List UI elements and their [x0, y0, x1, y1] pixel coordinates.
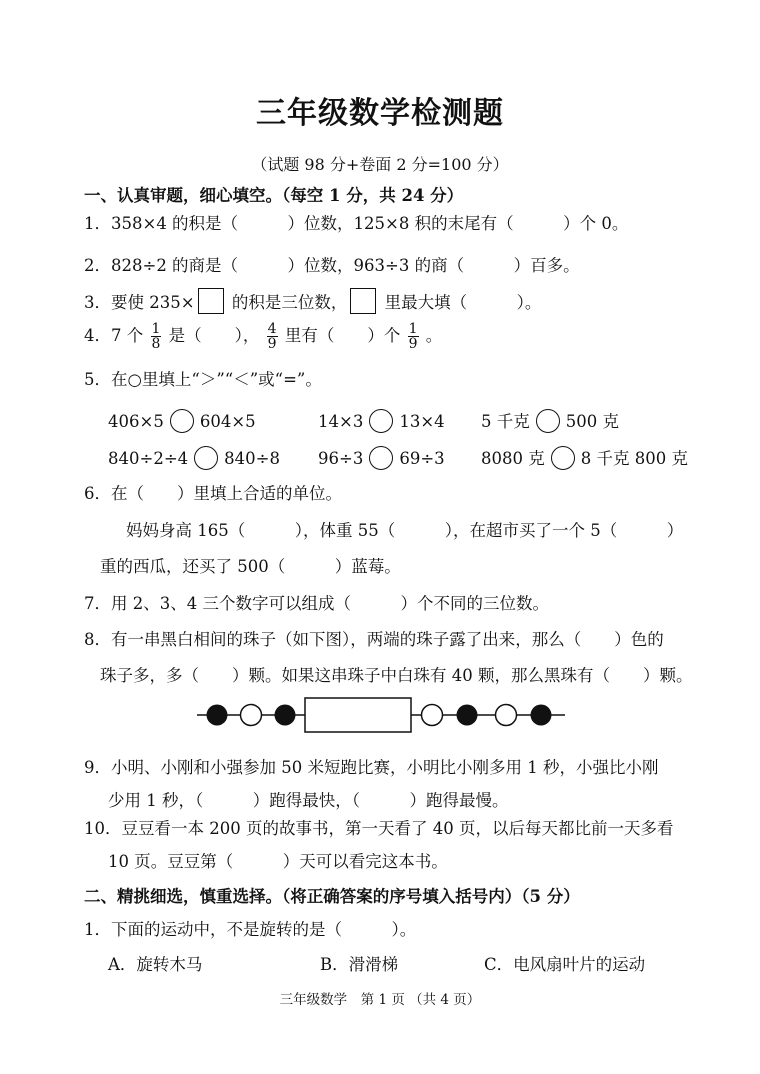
question-6-line1: 妈妈身高 165（ ），体重 55（ ），在超市买了一个 5（ ）: [126, 521, 684, 540]
compare-item: 406×5 604×5: [108, 409, 256, 433]
section2-question-1: 1．下面的运动中，不是旋转的是（ ）。: [84, 920, 417, 939]
question-4: [84, 322, 442, 351]
question-8-line2: 珠子多，多（ ）颗。如果这串珠子中白珠有 40 颗，那么黑珠有（ ）颗。: [100, 666, 693, 685]
compare-circle[interactable]: [369, 409, 393, 433]
question-1: 1．358×4 的积是（ ）位数，125×8 积的末尾有（ ）个 0。: [84, 214, 629, 233]
option-b: B．滑滑梯: [320, 955, 399, 974]
compare-circle[interactable]: [551, 446, 575, 470]
compare-circle[interactable]: [170, 409, 194, 433]
question-8-line1: 8．有一串黑白相间的珠子（如下图），两端的珠子露了出来，那么（ ）色的: [84, 630, 664, 649]
question-3: [84, 288, 541, 314]
q3-part3: 里最大填（ ）。: [384, 293, 542, 312]
compare-item: 840÷2÷4 840÷8: [108, 446, 280, 470]
question-10-line1: 10．豆豆看一本 200 页的故事书，第一天看了 40 页，以后每天都比前一天多看: [84, 819, 674, 838]
white-bead: [241, 705, 262, 726]
question-9-line2: 少用 1 秒，（ ）跑得最快，（ ）跑得最慢。: [108, 791, 509, 810]
question-5: 5．在○里填上“＞”“＜”或“=”。: [84, 370, 322, 389]
compare-item: 96÷3 69÷3: [318, 446, 445, 470]
score-note: （试题 98 分+卷面 2 分=100 分）: [251, 155, 509, 174]
section2-heading: 二、精挑细选，慎重选择。（将正确答案的序号填入括号内）（5 分）: [84, 887, 580, 906]
black-bead: [275, 705, 296, 726]
question-6-line2: 重的西瓜，还买了 500（ ）蓝莓。: [100, 557, 401, 576]
page-footer: 三年级数学 第 1 页 （共 4 页）: [279, 992, 481, 1008]
q3-part1: 3．要使 235×: [84, 293, 195, 312]
compare-item: 5 千克 500 克: [481, 409, 619, 433]
page-title: 三年级数学检测题: [256, 96, 504, 131]
fraction-one-eighth: $\frac{1}{8}$: [151, 321, 161, 352]
covering-box: [305, 698, 411, 732]
black-bead: [207, 705, 228, 726]
compare-item: 8080 克 8 千克 800 克: [481, 446, 688, 470]
question-2: 2．828÷2 的商是（ ）位数，963÷3 的商（ ）百多。: [84, 256, 580, 275]
compare-circle[interactable]: [369, 446, 393, 470]
option-c: C．电风扇叶片的运动: [484, 955, 646, 974]
q3-part2: 的积是三位数，: [231, 293, 348, 312]
q4-part4: 。: [425, 326, 443, 345]
compare-circle[interactable]: [536, 409, 560, 433]
option-a: A．旋转木马: [108, 955, 203, 974]
bead-string-figure: [195, 695, 575, 735]
fraction-one-ninth: $\frac{1}{9}$: [408, 321, 418, 352]
q4-part1: 4．7 个: [84, 326, 144, 345]
question-9-line1: 9．小明、小刚和小强参加 50 米短跑比赛，小明比小刚多用 1 秒，小强比小刚: [84, 758, 659, 777]
q4-part2: 是（ ），: [168, 326, 260, 345]
section1-heading: 一、认真审题，细心填空。（每空 1 分，共 24 分）: [84, 186, 464, 205]
black-bead: [457, 705, 478, 726]
fraction-four-ninths: $\frac{4}{9}$: [267, 321, 277, 352]
black-bead: [531, 705, 552, 726]
white-bead: [496, 705, 517, 726]
white-bead: [422, 705, 443, 726]
q4-part3: 里有（ ）个: [284, 326, 401, 345]
blank-box[interactable]: [350, 288, 376, 314]
question-10-line2: 10 页。豆豆第（ ）天可以看完这本书。: [108, 852, 448, 871]
question-7: 7．用 2、3、4 三个数字可以组成（ ）个不同的三位数。: [84, 594, 549, 613]
question-6: 6．在（ ）里填上合适的单位。: [84, 484, 342, 503]
compare-circle[interactable]: [194, 446, 218, 470]
compare-item: 14×3 13×4: [318, 409, 445, 433]
blank-box[interactable]: [198, 288, 224, 314]
